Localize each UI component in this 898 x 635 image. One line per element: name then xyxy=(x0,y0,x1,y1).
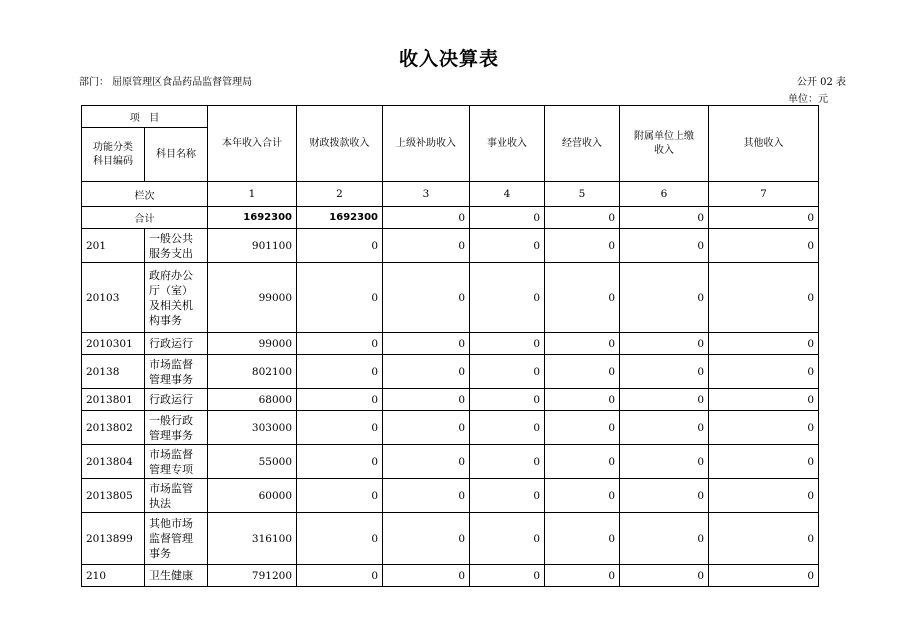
value-cell: 791200 xyxy=(208,565,297,587)
value-cell: 0 xyxy=(545,263,620,333)
value-cell: 0 xyxy=(383,229,470,263)
value-cell: 0 xyxy=(297,229,383,263)
subject-name-header: 科目名称 xyxy=(145,128,208,182)
value-cell: 0 xyxy=(383,565,470,587)
value-cell: 0 xyxy=(470,565,545,587)
total-value: 0 xyxy=(383,207,470,229)
value-cell: 0 xyxy=(545,479,620,513)
func-code-cell: 2013899 xyxy=(82,513,145,565)
value-cell: 0 xyxy=(545,389,620,411)
total-value: 0 xyxy=(470,207,545,229)
value-cell: 0 xyxy=(470,389,545,411)
item-header: 项 目 xyxy=(82,106,208,128)
value-cell: 0 xyxy=(620,229,709,263)
value-cell: 0 xyxy=(297,389,383,411)
table-row xyxy=(82,263,819,333)
value-cell: 0 xyxy=(470,513,545,565)
subject-name-cell: 市场监管 执法 xyxy=(145,479,208,513)
col-number: 6 xyxy=(620,182,709,207)
col-header-7: 其他收入 xyxy=(709,106,819,182)
value-cell: 0 xyxy=(297,479,383,513)
value-cell: 0 xyxy=(620,445,709,479)
value-cell: 0 xyxy=(545,229,620,263)
col-header-3: 上级补助收入 xyxy=(383,106,470,182)
value-cell: 60000 xyxy=(208,479,297,513)
value-cell: 68000 xyxy=(208,389,297,411)
col-number: 3 xyxy=(383,182,470,207)
value-cell: 0 xyxy=(297,333,383,355)
col-header-5: 经营收入 xyxy=(545,106,620,182)
func-code-header: 功能分类 科目编码 xyxy=(82,128,145,182)
total-row xyxy=(82,207,819,229)
total-value: 1692300 xyxy=(208,207,297,229)
func-code-cell: 201 xyxy=(82,229,145,263)
value-cell: 55000 xyxy=(208,445,297,479)
value-cell: 0 xyxy=(620,479,709,513)
func-code-cell: 2013805 xyxy=(82,479,145,513)
value-cell: 0 xyxy=(383,355,470,389)
value-cell: 0 xyxy=(545,445,620,479)
col-header-6: 附属单位上缴 收入 xyxy=(620,106,709,182)
value-cell: 802100 xyxy=(208,355,297,389)
subject-name-cell: 行政运行 xyxy=(145,389,208,411)
func-code-cell: 210 xyxy=(82,565,145,587)
value-cell: 0 xyxy=(620,513,709,565)
func-code-cell: 2013801 xyxy=(82,389,145,411)
value-cell: 0 xyxy=(709,389,819,411)
page-title: 收入决算表 xyxy=(398,48,499,70)
func-code-cell: 2010301 xyxy=(82,333,145,355)
column-number-row xyxy=(82,182,819,207)
subject-name-cell: 一般公共 服务支出 xyxy=(145,229,208,263)
value-cell: 0 xyxy=(545,565,620,587)
total-value: 0 xyxy=(545,207,620,229)
value-cell: 0 xyxy=(297,263,383,333)
func-code-cell: 20103 xyxy=(82,263,145,333)
col-header-1: 本年收入合计 xyxy=(208,106,297,182)
total-value: 0 xyxy=(620,207,709,229)
value-cell: 0 xyxy=(297,445,383,479)
value-cell: 0 xyxy=(620,411,709,445)
subject-name-cell: 其他市场 监督管理 事务 xyxy=(145,513,208,565)
value-cell: 0 xyxy=(470,229,545,263)
table-row xyxy=(82,445,819,479)
table-row xyxy=(82,479,819,513)
col-number: 1 xyxy=(208,182,297,207)
total-value: 0 xyxy=(709,207,819,229)
table-row xyxy=(82,389,819,411)
col-number: 7 xyxy=(709,182,819,207)
total-value: 1692300 xyxy=(297,207,383,229)
value-cell: 0 xyxy=(383,263,470,333)
value-cell: 0 xyxy=(297,355,383,389)
total-label: 合计 xyxy=(82,207,208,229)
value-cell: 0 xyxy=(620,355,709,389)
table-row xyxy=(82,513,819,565)
table-row xyxy=(82,355,819,389)
value-cell: 0 xyxy=(470,263,545,333)
value-cell: 99000 xyxy=(208,263,297,333)
value-cell: 0 xyxy=(297,411,383,445)
subject-name-cell: 市场监督 管理专项 xyxy=(145,445,208,479)
value-cell: 0 xyxy=(383,411,470,445)
value-cell: 0 xyxy=(709,263,819,333)
value-cell: 0 xyxy=(620,565,709,587)
value-cell: 0 xyxy=(620,389,709,411)
header-row-1 xyxy=(82,106,819,128)
subject-name-cell: 行政运行 xyxy=(145,333,208,355)
rowno-label: 栏次 xyxy=(82,182,208,207)
form-code: 公开 02 表 xyxy=(796,77,846,88)
value-cell: 0 xyxy=(383,389,470,411)
value-cell: 0 xyxy=(620,333,709,355)
value-cell: 0 xyxy=(383,445,470,479)
value-cell: 0 xyxy=(620,263,709,333)
value-cell: 0 xyxy=(709,479,819,513)
func-code-cell: 2013802 xyxy=(82,411,145,445)
table-row xyxy=(82,333,819,355)
subject-name-cell: 政府办公 厅（室） 及相关机 构事务 xyxy=(145,263,208,333)
col-header-2: 财政拨款收入 xyxy=(297,106,383,182)
col-number: 2 xyxy=(297,182,383,207)
value-cell: 0 xyxy=(545,333,620,355)
func-code-cell: 2013804 xyxy=(82,445,145,479)
value-cell: 0 xyxy=(470,445,545,479)
col-number: 4 xyxy=(470,182,545,207)
value-cell: 0 xyxy=(709,565,819,587)
department-label: 部门： 屈原管理区食品药品监督管理局 xyxy=(79,77,253,88)
value-cell: 0 xyxy=(709,333,819,355)
value-cell: 0 xyxy=(709,229,819,263)
table-row xyxy=(82,229,819,263)
value-cell: 0 xyxy=(383,333,470,355)
subject-name-cell: 一般行政 管理事务 xyxy=(145,411,208,445)
value-cell: 0 xyxy=(297,565,383,587)
subject-name-cell: 市场监督 管理事务 xyxy=(145,355,208,389)
value-cell: 0 xyxy=(545,411,620,445)
value-cell: 0 xyxy=(709,411,819,445)
table-row xyxy=(82,565,819,587)
unit-label: 单位：元 xyxy=(788,94,828,105)
value-cell: 316100 xyxy=(208,513,297,565)
value-cell: 0 xyxy=(709,513,819,565)
value-cell: 901100 xyxy=(208,229,297,263)
value-cell: 0 xyxy=(383,513,470,565)
value-cell: 0 xyxy=(709,355,819,389)
value-cell: 0 xyxy=(383,479,470,513)
value-cell: 0 xyxy=(545,355,620,389)
value-cell: 0 xyxy=(470,479,545,513)
value-cell: 0 xyxy=(297,513,383,565)
value-cell: 0 xyxy=(470,411,545,445)
value-cell: 0 xyxy=(545,513,620,565)
func-code-cell: 20138 xyxy=(82,355,145,389)
value-cell: 0 xyxy=(470,355,545,389)
value-cell: 99000 xyxy=(208,333,297,355)
value-cell: 0 xyxy=(709,445,819,479)
col-header-4: 事业收入 xyxy=(470,106,545,182)
income-table xyxy=(81,105,819,587)
table-row xyxy=(82,411,819,445)
col-number: 5 xyxy=(545,182,620,207)
value-cell: 0 xyxy=(470,333,545,355)
value-cell: 303000 xyxy=(208,411,297,445)
subject-name-cell: 卫生健康 xyxy=(145,565,208,587)
